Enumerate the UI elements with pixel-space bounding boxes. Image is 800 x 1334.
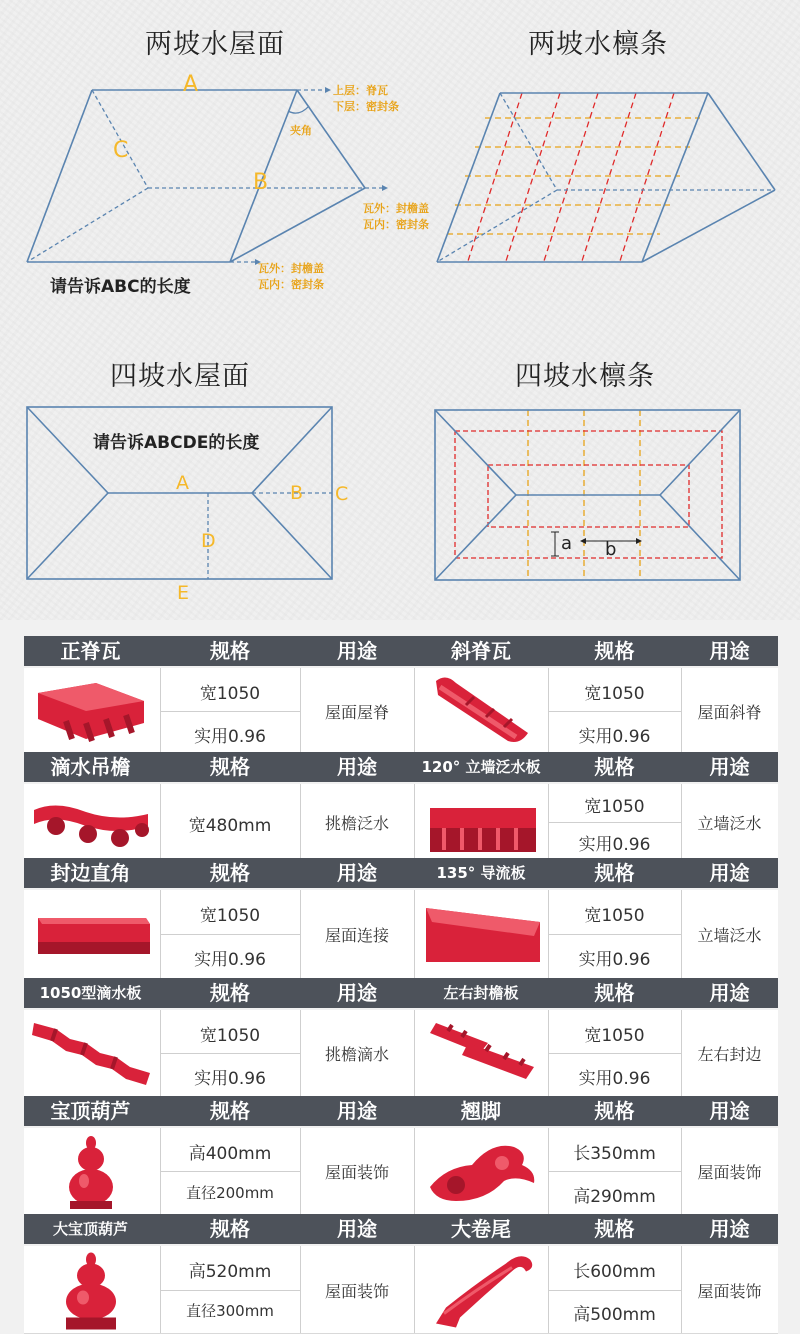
bottom-note-line1: 瓦外：封檐盖 <box>258 262 324 275</box>
spec-primary: 宽1050 <box>584 684 645 704</box>
top-note-line1: 上层：脊瓦 <box>333 84 388 97</box>
spec-primary: 宽1050 <box>199 684 261 704</box>
spec-primary: 宽1050 <box>584 797 645 817</box>
usage-cell: 屋面连接 <box>324 926 389 945</box>
spec-divider <box>160 711 300 712</box>
column-divider <box>414 1246 415 1333</box>
table-header-row <box>24 1214 778 1244</box>
side-eave-board-image <box>416 1012 546 1094</box>
diagram-title-two-slope-purlin: 两坡水檩条 <box>528 29 668 60</box>
label-a: A <box>176 472 189 494</box>
header-cell: 规格 <box>594 1099 635 1123</box>
header-cell: 用途 <box>709 1099 750 1123</box>
usage-cell: 屋面装饰 <box>324 1163 389 1182</box>
spec-divider <box>160 1290 300 1291</box>
diagram-title-four-slope-purlin: 四坡水檩条 <box>515 361 655 392</box>
diagram-title-two-slope-roof: 两坡水屋面 <box>145 29 285 60</box>
header-cell: 规格 <box>594 861 635 885</box>
table-header-row <box>24 1096 778 1126</box>
spec-divider <box>548 1290 681 1291</box>
product-row <box>24 890 778 979</box>
usage-cell: 屋面装饰 <box>697 1282 762 1301</box>
header-cell: 135° 导流板 <box>436 864 526 882</box>
header-cell: 用途 <box>337 755 377 779</box>
usage-cell: 左右封边 <box>697 1045 762 1064</box>
usage-cell: 屋面装饰 <box>697 1163 762 1182</box>
spec-secondary: 直径300mm <box>186 1302 274 1320</box>
header-cell: 用途 <box>337 639 377 663</box>
edge-angle-image <box>26 892 156 976</box>
header-cell: 滴水吊檐 <box>50 755 131 779</box>
label-b: B <box>253 170 269 195</box>
table-header-row <box>24 858 778 888</box>
ridge-tile-image <box>26 670 156 752</box>
header-cell: 用途 <box>337 1099 377 1123</box>
spec-divider <box>548 1171 681 1172</box>
header-cell: 规格 <box>594 639 635 663</box>
label-a: A <box>183 72 199 97</box>
spec-primary: 长350mm <box>573 1144 656 1164</box>
header-cell: 规格 <box>210 981 250 1005</box>
table-header-row <box>24 752 778 782</box>
product-row <box>24 1128 778 1215</box>
table-header-row <box>24 978 778 1008</box>
spec-divider <box>548 1053 681 1054</box>
header-cell: 规格 <box>210 755 250 779</box>
deflector-135-image <box>416 892 546 976</box>
spec-divider <box>160 1171 300 1172</box>
spec-primary: 宽1050 <box>199 1026 261 1046</box>
header-cell: 大卷尾 <box>451 1217 511 1241</box>
spec-primary: 高520mm <box>188 1262 272 1282</box>
question-abcde: 请告诉ABCDE的长度 <box>93 433 260 453</box>
right-note-line1: 瓦外：封檐盖 <box>363 202 429 215</box>
header-cell: 左右封檐板 <box>443 984 519 1002</box>
label-d: D <box>201 530 216 552</box>
column-divider <box>414 890 415 978</box>
right-note-line2: 瓦内：密封条 <box>363 218 429 231</box>
usage-cell: 挑檐泛水 <box>324 814 389 833</box>
spec-divider <box>160 1053 300 1054</box>
column-divider <box>414 1010 415 1096</box>
spec-primary: 高400mm <box>188 1144 272 1164</box>
label-c: C <box>335 483 349 505</box>
spec-secondary: 实用0.96 <box>578 950 651 970</box>
drip-board-image <box>26 1012 156 1094</box>
spec-primary: 宽480mm <box>188 816 272 836</box>
usage-cell: 屋面斜脊 <box>697 703 762 722</box>
spec-primary: 长600mm <box>573 1262 656 1282</box>
header-cell: 用途 <box>709 1217 750 1241</box>
usage-cell: 挑檐滴水 <box>324 1045 389 1064</box>
header-cell: 规格 <box>210 639 250 663</box>
usage-cell: 立墙泛水 <box>697 814 762 833</box>
header-cell: 用途 <box>709 981 750 1005</box>
spec-primary: 宽1050 <box>199 906 261 926</box>
bottom-note-line2: 瓦内：密封条 <box>258 278 324 291</box>
header-cell: 120° 立墙泛水板 <box>421 758 541 776</box>
upturned-eave-image <box>416 1130 546 1212</box>
drip-eave-image <box>26 786 156 858</box>
spec-secondary: 实用0.96 <box>578 835 651 855</box>
header-cell: 用途 <box>709 861 750 885</box>
usage-cell: 屋面装饰 <box>324 1282 389 1301</box>
spec-secondary: 直径200mm <box>186 1184 274 1202</box>
spec-secondary: 实用0.96 <box>194 1069 266 1089</box>
header-cell: 大宝顶葫芦 <box>52 1220 128 1238</box>
label-b-dimension: b <box>605 539 617 560</box>
spec-primary: 宽1050 <box>584 906 645 926</box>
column-divider <box>414 1128 415 1214</box>
header-cell: 斜脊瓦 <box>451 639 511 663</box>
top-note-line2: 下层：密封条 <box>333 100 399 113</box>
label-e: E <box>177 582 190 604</box>
diagram-title-four-slope-roof: 四坡水屋面 <box>110 361 250 392</box>
angle-label: 夹角 <box>290 124 312 137</box>
question-abc: 请告诉ABC的长度 <box>50 277 191 297</box>
four-slope-purlin-diagram <box>0 0 800 620</box>
header-cell: 正脊瓦 <box>60 639 121 663</box>
usage-cell: 屋面屋脊 <box>324 703 389 722</box>
product-row <box>24 1246 778 1334</box>
header-cell: 规格 <box>210 1099 250 1123</box>
usage-cell: 立墙泛水 <box>697 926 762 945</box>
column-divider <box>414 668 415 754</box>
spec-divider <box>548 934 681 935</box>
spec-secondary: 高290mm <box>573 1187 656 1207</box>
product-row <box>24 1010 778 1097</box>
spec-divider <box>160 934 300 935</box>
spec-primary: 宽1050 <box>584 1026 645 1046</box>
header-cell: 用途 <box>709 639 750 663</box>
flashing-120-image <box>416 786 546 858</box>
large-gourd-finial-image <box>26 1248 156 1331</box>
header-cell: 规格 <box>594 1217 635 1241</box>
header-cell: 翘脚 <box>461 1099 501 1123</box>
spec-secondary: 实用0.96 <box>578 1069 651 1089</box>
label-a-dimension: a <box>561 533 573 554</box>
label-c: C <box>113 138 129 163</box>
spec-secondary: 实用0.96 <box>194 950 266 970</box>
header-cell: 用途 <box>337 981 377 1005</box>
spec-divider <box>548 711 681 712</box>
spec-secondary: 高500mm <box>573 1305 656 1325</box>
label-b: B <box>290 482 304 504</box>
header-cell: 规格 <box>594 755 635 779</box>
large-curl-tail-image <box>416 1248 546 1331</box>
spec-secondary: 实用0.96 <box>194 727 266 747</box>
spec-secondary: 实用0.96 <box>578 727 651 747</box>
spec-divider <box>548 822 681 823</box>
table-header-row <box>24 636 778 666</box>
header-cell: 用途 <box>337 861 377 885</box>
product-row <box>24 784 778 861</box>
product-row <box>24 668 778 755</box>
header-cell: 宝顶葫芦 <box>50 1099 131 1123</box>
hip-ridge-tile-image <box>416 670 546 752</box>
gourd-finial-image <box>26 1130 156 1212</box>
header-cell: 用途 <box>709 755 750 779</box>
header-cell: 用途 <box>337 1217 377 1241</box>
header-cell: 1050型滴水板 <box>39 984 142 1002</box>
header-cell: 规格 <box>210 861 250 885</box>
column-divider <box>414 784 415 860</box>
header-cell: 封边直角 <box>50 861 131 885</box>
header-cell: 规格 <box>210 1217 250 1241</box>
header-cell: 规格 <box>594 981 635 1005</box>
